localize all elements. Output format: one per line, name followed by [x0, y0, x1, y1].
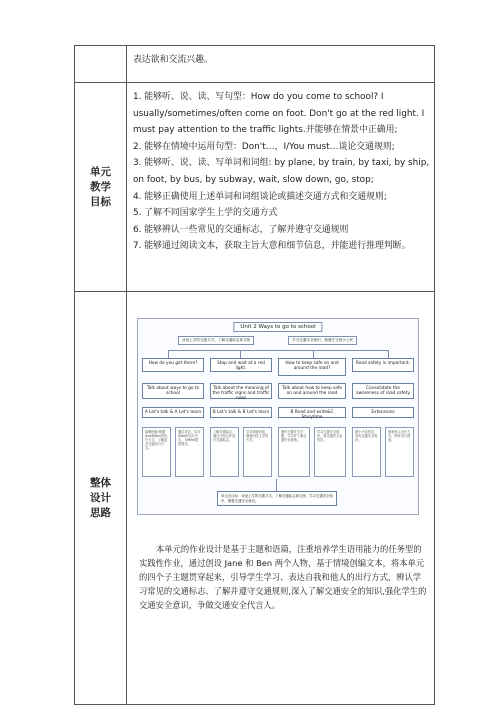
- diagram-unit-goal: 单元总目标：谈论上学的交通方式，了解交通标志和交规，学习交通安全知识，增强交通安全意识。: [217, 491, 337, 506]
- connector-line: [313, 350, 314, 358]
- design-description-text: 本单元的作业设计是基于主题和语篇，注重培养学生语用能力的任务型的实践性作业，通过创设 Jane 和 Ben 两个人物，基于情境创编文本，将本单元的四个子主题贯穿起来，引导学生学习、表达自我和他人的出行方式，辨认学习常见的交通标志、了解并遵守交通规则,深入了解交通安全的知识,强化学生的交通安全意识，争做交通安全代言人。: [139, 544, 427, 610]
- intro-content-cell: [127, 46, 435, 83]
- diagram-header-1: How do you get there?: [142, 358, 204, 372]
- diagram-task: 了解交通标志，通过小组合作设计交通标志。: [210, 427, 239, 477]
- unit-structure-diagram: [137, 318, 419, 515]
- diagram-note-left: 谈论上学的交通方式，了解交通标志和交规: [178, 336, 254, 345]
- diagram-lesson-3: B Read and write&C Storytime: [278, 407, 346, 418]
- design-label-line: 设计: [90, 491, 111, 504]
- design-description: [139, 542, 429, 612]
- diagram-header-4: Road safety is important.: [352, 358, 414, 372]
- goal-item: 5. 了解不同国家学生上学的交通方式: [133, 208, 278, 219]
- design-label-line: 整体: [90, 476, 111, 489]
- diagram-talk-1: Talk about ways to go to school: [142, 383, 204, 399]
- goals-label-line: 单元: [90, 165, 111, 178]
- design-label-line: 思路: [90, 506, 111, 519]
- intro-continuation: 表达欲和交流兴趣。: [133, 55, 213, 65]
- diagram-talk-3: Talk about how to keep safe on and around the road: [278, 383, 346, 399]
- goals-label: [75, 83, 127, 292]
- diagram-note-right: 学习交通安全知识，做遵守交规小公民: [288, 336, 357, 345]
- diagram-task: 通过对话，学习Mike的出行方式，为Mike提供建议。: [175, 427, 204, 477]
- diagram-talk-2: Talk about the meaning of the traffic signs and traffic rules: [210, 383, 272, 399]
- goal-item: 1. 能够听、说、读、写句型：How do you come to school? I usually/sometimes/often come on foot. Don't go at the red light. I must pay attention to the traffic lights.并能够在情景中正确用;: [133, 92, 425, 136]
- design-label: [75, 292, 127, 705]
- diagram-task: 做小小宣传员，宣传交通安全知识。: [352, 427, 381, 477]
- goal-item: 6. 能够辨认一些常见的交通标志，了解并遵守交通规则: [133, 224, 349, 235]
- intro-label-cell: [75, 46, 127, 83]
- diagram-task: 制作交通安全手册，学习并了解交通安全规则。: [278, 427, 310, 477]
- diagram-task: 学习调查问卷，调查同学上学的方式。: [243, 427, 272, 477]
- diagram-task: 学习交通安全知识，做交通安全宣传员。: [314, 427, 346, 477]
- diagram-lesson-2: B Let's talk & B Let's learn: [210, 407, 272, 418]
- diagram-lesson-4: Extensions: [352, 407, 414, 418]
- diagram-header-3: How to keep safe on and around the road?: [278, 358, 346, 376]
- connector-line: [388, 350, 389, 358]
- goal-item: 7. 能够通过阅读文本，获取主旨大意和细节信息，并能进行推理判断。: [133, 241, 411, 252]
- diagram-header-2: Stop and wait at a red light.: [210, 358, 272, 372]
- connector-line: [240, 350, 241, 358]
- diagram-lesson-1: A Let's talk & A Let's learn: [142, 407, 204, 418]
- goals-content: [127, 83, 435, 292]
- goal-item: 3. 能够听、说、读、写单词和词组: by plane, by train, by taxi, by ship, on foot, by bus, by subway, wait, slow down, go, stop;: [133, 158, 430, 185]
- diagram-task: 调查家人出行方式，制作出行图表。: [385, 427, 414, 477]
- goal-item: 4. 能够正确使用上述单词和词组谈论或描述交通方式和交通规则;: [133, 191, 387, 202]
- goals-label-line: 教学: [90, 180, 111, 193]
- connector-line: [168, 350, 169, 358]
- diagram-title: Unit 2 Ways to go to school: [233, 322, 322, 332]
- connector-line: [276, 479, 277, 491]
- diagram-talk-4: Consolidate the awareness of road safety: [352, 383, 414, 399]
- goal-item: 2. 能够在情境中运用句型：Don't…，I/You must…谈论交通规则;: [133, 141, 395, 152]
- lesson-plan-table: [74, 45, 435, 705]
- connector-line: [168, 350, 388, 351]
- goals-label-line: 目标: [90, 195, 111, 208]
- diagram-task: 绘制图表:根据Jane和Ben的出行方式，了解更多交通出行方式。: [142, 427, 171, 477]
- design-content: [127, 292, 435, 705]
